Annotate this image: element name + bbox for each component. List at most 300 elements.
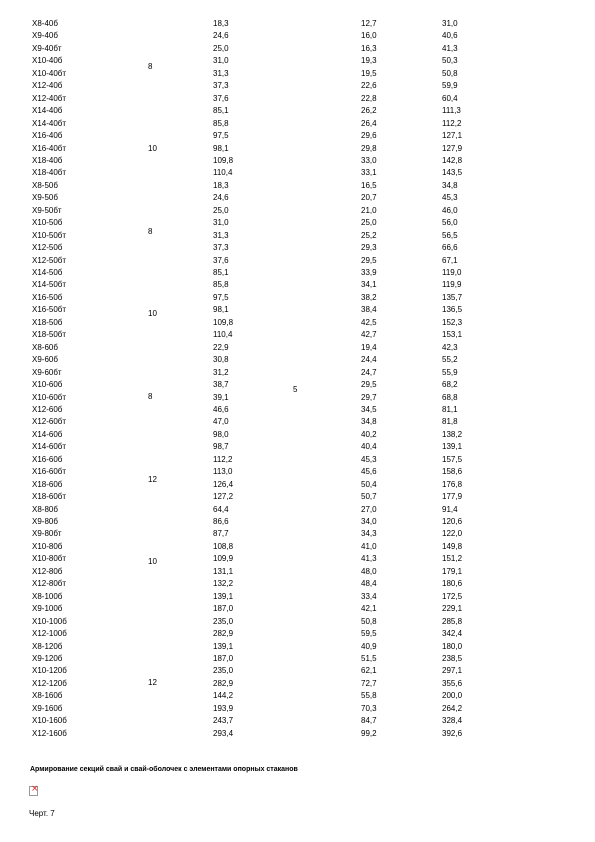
table-row xyxy=(0,353,595,366)
table-row xyxy=(0,615,595,628)
value-3-cell: 149,8 xyxy=(442,541,463,551)
value-2-cell: 42,7 xyxy=(361,330,377,340)
value-2-cell: 29,5 xyxy=(361,380,377,390)
value-2-cell: 21,0 xyxy=(361,205,377,215)
value-1-cell: 98,1 xyxy=(213,305,229,315)
value-2-cell: 12,7 xyxy=(361,19,377,28)
mark-cell: Х8-120б xyxy=(32,641,63,651)
value-1-cell: 126,4 xyxy=(213,479,234,489)
table-row xyxy=(0,590,595,603)
mark-cell: Х12-40бт xyxy=(32,93,67,103)
mark-cell: Х8-100б xyxy=(32,591,63,601)
value-2-cell: 33,9 xyxy=(361,268,377,277)
value-3-cell: 91,4 xyxy=(442,504,458,514)
value-1-cell: 39,1 xyxy=(213,392,229,402)
table-row xyxy=(0,216,595,229)
mark-cell: Х16-40бт xyxy=(32,143,67,153)
value-3-cell: 285,8 xyxy=(442,616,463,626)
value-1-cell: 98,7 xyxy=(213,442,229,452)
mark-cell: Х12-60бт xyxy=(32,417,67,427)
value-1-cell: 109,9 xyxy=(213,554,234,564)
value-2-cell: 40,4 xyxy=(361,442,377,452)
value-3-cell: 45,3 xyxy=(442,193,458,203)
mark-cell: Х10-80б xyxy=(32,541,63,551)
value-2-cell: 24,7 xyxy=(361,367,377,377)
table-row xyxy=(0,540,595,553)
value-1-cell: 110,4 xyxy=(213,330,233,340)
value-3-cell: 355,6 xyxy=(442,678,463,688)
value-3-cell: 177,9 xyxy=(442,492,463,502)
mark-cell: Х12-100б xyxy=(32,629,67,639)
table-row xyxy=(0,602,595,615)
table-row xyxy=(0,291,595,304)
value-3-cell: 55,9 xyxy=(442,367,458,377)
value-3-cell: 151,2 xyxy=(442,554,463,564)
merged-cell-diameter-4: 10 xyxy=(148,309,157,318)
table-row xyxy=(0,702,595,715)
table-row xyxy=(0,154,595,167)
value-2-cell: 50,4 xyxy=(361,479,377,489)
value-1-cell: 98,0 xyxy=(213,429,229,439)
table-row xyxy=(0,54,595,67)
value-1-cell: 64,4 xyxy=(213,504,229,514)
value-1-cell: 86,6 xyxy=(213,517,229,526)
mark-cell: Х16-40б xyxy=(32,131,63,141)
value-3-cell: 229,1 xyxy=(442,604,463,614)
table-row xyxy=(0,577,595,590)
value-1-cell: 37,6 xyxy=(213,93,229,103)
value-2-cell: 40,9 xyxy=(361,641,377,651)
value-1-cell: 25,0 xyxy=(213,43,229,53)
table-row xyxy=(0,552,595,565)
mark-cell: Х9-60бт xyxy=(32,367,62,377)
merged-cell-diameter-8: 12 xyxy=(148,678,157,687)
value-3-cell: 392,6 xyxy=(442,728,463,738)
value-3-cell: 41,3 xyxy=(442,43,458,53)
value-3-cell: 297,1 xyxy=(442,666,463,676)
value-1-cell: 193,9 xyxy=(213,703,234,713)
value-1-cell: 112,2 xyxy=(213,454,233,464)
value-2-cell: 99,2 xyxy=(361,728,377,738)
value-1-cell: 144,2 xyxy=(213,691,234,701)
value-2-cell: 26,4 xyxy=(361,118,377,128)
value-1-cell: 18,3 xyxy=(213,180,229,190)
value-3-cell: 127,1 xyxy=(442,131,463,141)
mark-cell: Х9-60б xyxy=(32,355,58,365)
table-row xyxy=(0,478,595,491)
mark-cell: Х14-50б xyxy=(32,268,63,277)
mark-cell: Х9-80б xyxy=(32,517,58,526)
table-row xyxy=(0,179,595,192)
value-2-cell: 29,8 xyxy=(361,143,377,153)
table-row xyxy=(0,391,595,404)
table-row xyxy=(0,465,595,478)
value-2-cell: 51,5 xyxy=(361,653,377,663)
value-3-cell: 139,1 xyxy=(442,442,463,452)
table-row xyxy=(0,366,595,379)
mark-cell: Х12-40б xyxy=(32,81,63,91)
value-1-cell: 31,0 xyxy=(213,56,229,66)
table-row xyxy=(0,278,595,291)
mark-cell: Х8-60б xyxy=(32,342,58,352)
value-2-cell: 41,0 xyxy=(361,541,377,551)
mark-cell: Х16-50б xyxy=(32,292,63,302)
value-1-cell: 235,0 xyxy=(213,616,234,626)
value-2-cell: 33,1 xyxy=(361,168,377,178)
value-1-cell: 187,0 xyxy=(213,604,234,614)
value-2-cell: 24,4 xyxy=(361,355,377,365)
table-row xyxy=(0,42,595,55)
mark-cell: Х12-50б xyxy=(32,243,63,253)
mark-cell: Х8-40б xyxy=(32,19,58,28)
value-3-cell: 180,0 xyxy=(442,641,463,651)
table-row xyxy=(0,254,595,267)
value-2-cell: 40,2 xyxy=(361,429,377,439)
mark-cell: Х9-50бт xyxy=(32,205,62,215)
value-3-cell: 112,2 xyxy=(442,118,462,128)
table-row xyxy=(0,92,595,105)
value-2-cell: 16,3 xyxy=(361,43,377,53)
value-2-cell: 50,8 xyxy=(361,616,377,626)
value-1-cell: 282,9 xyxy=(213,678,234,688)
mark-cell: Х12-160б xyxy=(32,728,67,738)
table-row xyxy=(0,241,595,254)
value-1-cell: 22,9 xyxy=(213,342,229,352)
mark-cell: Х18-50бт xyxy=(32,330,67,340)
value-2-cell: 25,2 xyxy=(361,230,377,240)
value-3-cell: 120,6 xyxy=(442,517,463,526)
value-1-cell: 37,6 xyxy=(213,255,229,265)
value-2-cell: 45,6 xyxy=(361,467,377,477)
value-1-cell: 47,0 xyxy=(213,417,229,427)
value-1-cell: 132,2 xyxy=(213,579,234,589)
table-row xyxy=(0,627,595,640)
value-1-cell: 85,8 xyxy=(213,280,229,290)
table-row xyxy=(0,440,595,453)
value-1-cell: 108,8 xyxy=(213,541,234,551)
value-3-cell: 56,0 xyxy=(442,218,458,228)
table-row xyxy=(0,204,595,217)
value-2-cell: 22,8 xyxy=(361,93,377,103)
table-row xyxy=(0,565,595,578)
value-1-cell: 235,0 xyxy=(213,666,234,676)
value-1-cell: 282,9 xyxy=(213,629,234,639)
table-row xyxy=(0,664,595,677)
value-3-cell: 180,6 xyxy=(442,579,463,589)
mark-cell: Х10-160б xyxy=(32,716,67,726)
table-row xyxy=(0,652,595,665)
mark-cell: Х8-80б xyxy=(32,504,58,514)
value-1-cell: 293,4 xyxy=(213,728,234,738)
value-1-cell: 31,3 xyxy=(213,230,229,240)
mark-cell: Х9-40б xyxy=(32,31,58,41)
mark-cell: Х10-60б xyxy=(32,380,63,390)
value-1-cell: 31,2 xyxy=(213,367,229,377)
mark-cell: Х10-100б xyxy=(32,616,67,626)
table-row xyxy=(0,527,595,540)
value-2-cell: 29,6 xyxy=(361,131,377,141)
value-2-cell: 34,1 xyxy=(361,280,377,290)
value-3-cell: 55,2 xyxy=(442,355,458,365)
value-1-cell: 131,1 xyxy=(213,566,234,576)
value-1-cell: 87,7 xyxy=(213,529,229,539)
value-2-cell: 34,8 xyxy=(361,417,377,427)
value-1-cell: 110,4 xyxy=(213,168,233,178)
value-1-cell: 37,3 xyxy=(213,243,229,253)
value-2-cell: 26,2 xyxy=(361,106,377,116)
mark-cell: Х12-80б xyxy=(32,566,63,576)
mark-cell: Х14-40бт xyxy=(32,118,67,128)
value-2-cell: 19,3 xyxy=(361,56,377,66)
value-3-cell: 136,5 xyxy=(442,305,463,315)
value-3-cell: 153,1 xyxy=(442,330,463,340)
table-row xyxy=(0,503,595,516)
value-2-cell: 59,5 xyxy=(361,629,377,639)
value-3-cell: 264,2 xyxy=(442,703,463,713)
table-row xyxy=(0,142,595,155)
value-2-cell: 22,6 xyxy=(361,81,377,91)
mark-cell: Х12-80бт xyxy=(32,579,67,589)
value-1-cell: 187,0 xyxy=(213,653,234,663)
mark-cell: Х8-160б xyxy=(32,691,63,701)
value-2-cell: 29,3 xyxy=(361,243,377,253)
value-2-cell: 48,4 xyxy=(361,579,377,589)
mark-cell: Х9-50б xyxy=(32,193,58,203)
value-2-cell: 45,3 xyxy=(361,454,377,464)
merged-cell-diameter-7: 10 xyxy=(148,557,157,566)
value-1-cell: 109,8 xyxy=(213,155,234,165)
mark-cell: Х18-60бт xyxy=(32,492,67,502)
value-3-cell: 238,5 xyxy=(442,653,463,663)
value-3-cell: 119,9 xyxy=(442,280,462,290)
table-row xyxy=(0,316,595,329)
value-2-cell: 41,3 xyxy=(361,554,377,564)
value-2-cell: 50,7 xyxy=(361,492,377,502)
value-1-cell: 25,0 xyxy=(213,205,229,215)
value-2-cell: 25,0 xyxy=(361,218,377,228)
value-1-cell: 109,8 xyxy=(213,317,234,327)
table-row xyxy=(0,428,595,441)
table-row xyxy=(0,515,595,528)
table-row xyxy=(0,328,595,341)
value-3-cell: 111,3 xyxy=(442,106,461,116)
value-1-cell: 46,6 xyxy=(213,404,229,414)
merged-cell-diameter-5: 8 xyxy=(148,392,153,401)
value-3-cell: 328,4 xyxy=(442,716,463,726)
value-3-cell: 172,5 xyxy=(442,591,463,601)
table-row xyxy=(0,191,595,204)
value-2-cell: 62,1 xyxy=(361,666,377,676)
mark-cell: Х14-40б xyxy=(32,106,63,116)
value-1-cell: 85,1 xyxy=(213,106,229,116)
value-3-cell: 158,6 xyxy=(442,467,463,477)
mark-cell: Х12-50бт xyxy=(32,255,67,265)
table-row xyxy=(0,117,595,130)
value-3-cell: 135,7 xyxy=(442,292,463,302)
value-3-cell: 179,1 xyxy=(442,566,463,576)
mark-cell: Х18-40б xyxy=(32,155,63,165)
value-3-cell: 122,0 xyxy=(442,529,463,539)
value-2-cell: 34,0 xyxy=(361,517,377,526)
table-row xyxy=(0,104,595,117)
mark-cell: Х14-60бт xyxy=(32,442,67,452)
value-1-cell: 97,5 xyxy=(213,292,229,302)
value-3-cell: 68,2 xyxy=(442,380,458,390)
value-1-cell: 24,6 xyxy=(213,193,229,203)
table-row xyxy=(0,677,595,690)
mark-cell: Х16-60б xyxy=(32,454,63,464)
value-1-cell: 31,3 xyxy=(213,68,229,78)
broken-image-icon xyxy=(29,786,38,796)
table-row xyxy=(0,378,595,391)
value-2-cell: 29,5 xyxy=(361,255,377,265)
value-3-cell: 143,5 xyxy=(442,168,463,178)
value-3-cell: 50,8 xyxy=(442,68,458,78)
table-row xyxy=(0,403,595,416)
value-1-cell: 30,8 xyxy=(213,355,229,365)
value-3-cell: 342,4 xyxy=(442,629,463,639)
value-3-cell: 66,6 xyxy=(442,243,458,253)
table-row xyxy=(0,415,595,428)
value-2-cell: 19,4 xyxy=(361,342,377,352)
value-3-cell: 31,0 xyxy=(442,19,458,28)
table-row xyxy=(0,29,595,42)
value-2-cell: 84,7 xyxy=(361,716,377,726)
value-2-cell: 48,0 xyxy=(361,566,377,576)
table-row xyxy=(0,689,595,702)
value-3-cell: 60,4 xyxy=(442,93,458,103)
mark-cell: Х10-50бт xyxy=(32,230,67,240)
value-2-cell: 29,7 xyxy=(361,392,377,402)
value-3-cell: 67,1 xyxy=(442,255,458,265)
chart-number: Черт. 7 xyxy=(29,809,55,818)
mark-cell: Х9-120б xyxy=(32,653,63,663)
value-2-cell: 20,7 xyxy=(361,193,377,203)
value-2-cell: 55,8 xyxy=(361,691,377,701)
mark-cell: Х12-120б xyxy=(32,678,67,688)
merged-cell-diameter-1: 8 xyxy=(148,62,153,71)
merged-cell-diameter-2: 10 xyxy=(148,144,157,153)
value-2-cell: 42,5 xyxy=(361,317,377,327)
value-3-cell: 40,6 xyxy=(442,31,458,41)
table-row xyxy=(0,490,595,503)
value-2-cell: 34,3 xyxy=(361,529,377,539)
value-2-cell: 33,0 xyxy=(361,155,377,165)
value-3-cell: 200,0 xyxy=(442,691,463,701)
value-1-cell: 139,1 xyxy=(213,641,234,651)
value-1-cell: 98,1 xyxy=(213,143,229,153)
table-row xyxy=(0,714,595,727)
mark-cell: Х18-60б xyxy=(32,479,63,489)
value-2-cell: 34,5 xyxy=(361,404,377,414)
table-row xyxy=(0,453,595,466)
value-1-cell: 243,7 xyxy=(213,716,234,726)
value-1-cell: 113,0 xyxy=(213,467,233,477)
mark-cell: Х10-40б xyxy=(32,56,63,66)
value-2-cell: 70,3 xyxy=(361,703,377,713)
value-1-cell: 38,7 xyxy=(213,380,229,390)
table-row xyxy=(0,229,595,242)
value-2-cell: 72,7 xyxy=(361,678,377,688)
value-2-cell: 42,1 xyxy=(361,604,377,614)
mark-cell: Х9-80бт xyxy=(32,529,62,539)
mark-cell: Х14-50бт xyxy=(32,280,67,290)
value-3-cell: 81,1 xyxy=(442,404,458,414)
value-3-cell: 56,5 xyxy=(442,230,458,240)
value-1-cell: 24,6 xyxy=(213,31,229,41)
mark-cell: Х10-60бт xyxy=(32,392,67,402)
table-row xyxy=(0,640,595,653)
value-3-cell: 42,3 xyxy=(442,342,458,352)
value-3-cell: 34,8 xyxy=(442,180,458,190)
value-2-cell: 16,0 xyxy=(361,31,377,41)
value-3-cell: 157,5 xyxy=(442,454,463,464)
table-row xyxy=(0,79,595,92)
merged-cell-diameter-3: 8 xyxy=(148,227,153,236)
table-row xyxy=(0,17,595,30)
value-3-cell: 152,3 xyxy=(442,317,463,327)
value-1-cell: 31,0 xyxy=(213,218,229,228)
mark-cell: Х12-60б xyxy=(32,404,63,414)
value-2-cell: 16,5 xyxy=(361,180,377,190)
value-1-cell: 97,5 xyxy=(213,131,229,141)
value-3-cell: 59,9 xyxy=(442,81,458,91)
value-1-cell: 37,3 xyxy=(213,81,229,91)
table-row xyxy=(0,129,595,142)
value-3-cell: 138,2 xyxy=(442,429,463,439)
mark-cell: Х16-60бт xyxy=(32,467,67,477)
value-1-cell: 139,1 xyxy=(213,591,234,601)
mark-cell: Х10-120б xyxy=(32,666,67,676)
mark-cell: Х10-40бт xyxy=(32,68,67,78)
mark-cell: Х8-50б xyxy=(32,180,58,190)
table-row xyxy=(0,727,595,740)
value-1-cell: 127,2 xyxy=(213,492,234,502)
value-3-cell: 127,9 xyxy=(442,143,463,153)
mark-cell: Х14-60б xyxy=(32,429,63,439)
mark-cell: Х9-40бт xyxy=(32,43,62,53)
value-2-cell: 27,0 xyxy=(361,504,377,514)
mark-cell: Х9-160б xyxy=(32,703,63,713)
mark-cell: Х10-50б xyxy=(32,218,63,228)
mark-cell: Х9-100б xyxy=(32,604,63,614)
value-3-cell: 81,8 xyxy=(442,417,458,427)
value-3-cell: 119,0 xyxy=(442,268,462,277)
value-1-cell: 85,1 xyxy=(213,268,229,277)
value-1-cell: 18,3 xyxy=(213,19,229,28)
mark-cell: Х18-50б xyxy=(32,317,63,327)
table-row xyxy=(0,341,595,354)
merged-cell-diameter-6: 12 xyxy=(148,475,157,484)
value-2-cell: 33,4 xyxy=(361,591,377,601)
value-2-cell: 19,5 xyxy=(361,68,377,78)
mark-cell: Х16-50бт xyxy=(32,305,67,315)
value-3-cell: 176,8 xyxy=(442,479,463,489)
value-3-cell: 68,8 xyxy=(442,392,458,402)
value-1-cell: 85,8 xyxy=(213,118,229,128)
section-caption: Армирование секций свай и свай-оболочек с элементами опорных стаканов xyxy=(30,766,298,773)
mark-cell: Х10-80бт xyxy=(32,554,67,564)
value-3-cell: 46,0 xyxy=(442,205,458,215)
value-2-cell: 38,2 xyxy=(361,292,377,302)
table-row xyxy=(0,266,595,279)
merged-cell-column-3: 5 xyxy=(293,385,298,394)
value-3-cell: 50,3 xyxy=(442,56,458,66)
mark-cell: Х18-40бт xyxy=(32,168,67,178)
value-3-cell: 142,8 xyxy=(442,155,463,165)
value-2-cell: 38,4 xyxy=(361,305,377,315)
table-row xyxy=(0,166,595,179)
